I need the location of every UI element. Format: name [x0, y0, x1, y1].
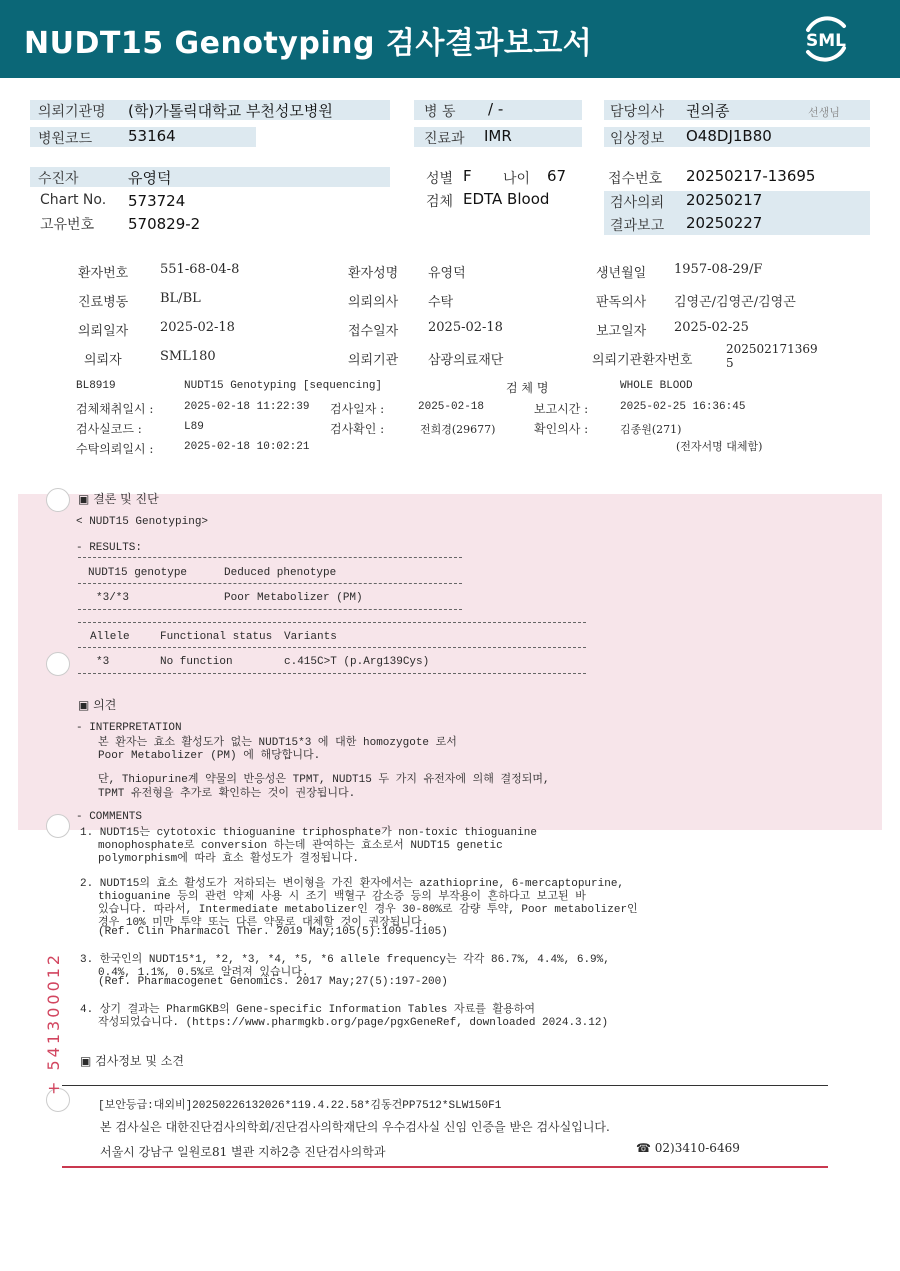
allele-value: *3	[96, 656, 110, 668]
collect-label: 검체채취일시 :	[76, 402, 154, 416]
sex-label: 성별	[426, 171, 454, 187]
test-code: BL8919	[76, 380, 116, 392]
table-rule	[78, 673, 586, 674]
variant-value: c.415C>T (p.Arg139Cys)	[284, 656, 430, 668]
footer-rule	[62, 1085, 828, 1086]
hospital-code-value: 53164	[128, 127, 176, 145]
unique-label: 고유번호	[40, 217, 95, 233]
hospital-code-label: 병원코드	[38, 131, 93, 147]
scan-value: 김영곤/김영곤/김영곤	[674, 295, 796, 310]
scan-label: 판독의사	[596, 295, 647, 310]
specimen-value: EDTA Blood	[463, 190, 550, 208]
patient-row	[30, 167, 390, 187]
report-label: 결과보고	[610, 218, 665, 234]
comment-line: 0.4%, 1.1%, 0.5%로 알려져 있습니다.	[98, 967, 309, 979]
doctor-suffix: 선생님	[808, 106, 840, 119]
report-time-label: 보고시간 :	[534, 402, 589, 416]
col-status: Functional status	[160, 631, 273, 643]
sml-logo	[798, 12, 854, 66]
department-label: 진료과	[424, 131, 465, 147]
genotype-value: *3/*3	[96, 592, 130, 604]
scan-value: 551-68-04-8	[160, 262, 240, 277]
scan-label: 의뢰기관	[348, 353, 399, 368]
scan-value: 수탁	[428, 295, 454, 310]
report-header	[0, 0, 900, 78]
scan-value: 202502171369	[726, 342, 818, 356]
comment-line: thioguanine 등의 관련 약제 사용 시 조기 백혈구 감소증 등의 부작용이 흔하다고 보고된 바	[98, 891, 586, 903]
comments-label: - COMMENTS	[76, 811, 143, 823]
comment-line: 경우 10% 미만 투약 또는 다른 약물로 대체할 것이 권장됩니다.	[98, 917, 429, 929]
interp-label: - INTERPRETATION	[76, 722, 182, 734]
ward-value: / -	[488, 100, 504, 118]
scan-label: 진료병동	[78, 295, 129, 310]
esign-note: (전자서명 대체함)	[676, 440, 763, 453]
phone-line: ☎ 02)3410-6469	[636, 1141, 740, 1155]
scan-value: 유영덕	[428, 266, 466, 281]
scan-label: 의뢰일자	[78, 324, 129, 339]
specimen-name: WHOLE BLOOD	[620, 380, 693, 392]
comment-line: 작성되었습니다. (https://www.pharmgkb.org/page/pgxGeneRef, downloaded 2024.3.12)	[98, 1017, 609, 1029]
scan-label: 접수일자	[348, 324, 399, 339]
chart-value: 573724	[128, 192, 186, 210]
ward-label: 병 동	[424, 104, 456, 120]
department-value: IMR	[484, 127, 512, 145]
scan-label: 보고일자	[596, 324, 647, 339]
lab-code-label: 검사실코드 :	[76, 422, 142, 436]
cert-line: 본 검사실은 대한진단검사의학회/진단검사의학재단의 우수검사실 신임 인증을 받은 검사실입니다.	[100, 1120, 610, 1134]
col-genotype: NUDT15 genotype	[88, 567, 188, 579]
report-time-value: 2025-02-25 16:36:45	[620, 401, 746, 413]
receipt-value: 20250217-13695	[686, 167, 816, 185]
doctor-label: 담당의사	[610, 104, 665, 120]
scan-value: 5	[726, 356, 734, 370]
punch-hole	[46, 488, 70, 512]
table-rule	[78, 557, 462, 558]
table-rule	[78, 583, 462, 584]
comment-line: polymorphism에 따라 효소 활성도가 결정됩니다.	[98, 853, 359, 865]
test-name: NUDT15 Genotyping [sequencing]	[184, 380, 383, 392]
scan-value: 2025-02-18	[160, 320, 235, 335]
interp-line: 단, Thiopurine계 약물의 반응성은 TPMT, NUDT15 두 가지 유전자에 의해 결정되며,	[98, 774, 550, 786]
comment-line: (Ref. Clin Pharmacol Ther. 2019 May;105(5):1095-1105)	[98, 926, 448, 938]
interp-line: 본 환자는 효소 활성도가 없는 NUDT15*3 에 대한 homozygote 로서	[98, 737, 457, 749]
scan-value: 2025-02-18	[428, 320, 503, 335]
interp-line: TPMT 유전형을 추가로 확인하는 것이 권장됩니다.	[98, 788, 356, 800]
footer-accent-rule	[62, 1166, 828, 1168]
confirm-doc-label: 확인의사 :	[534, 422, 589, 436]
col-variants: Variants	[284, 631, 337, 643]
consign-value: 2025-02-18 10:02:21	[184, 441, 310, 453]
comment-line: (Ref. Pharmacogenet Genomics. 2017 May;27(5):197-200)	[98, 976, 448, 988]
specimen-name-label: 검 체 명	[506, 381, 549, 395]
punch-hole	[46, 652, 70, 676]
confirm-label: 검사확인 :	[330, 422, 385, 436]
scan-label: 환자성명	[348, 266, 399, 281]
punch-hole	[46, 814, 70, 838]
test-date-label: 검사일자 :	[330, 402, 385, 416]
specimen-label: 검체	[426, 194, 454, 210]
scan-value: 삼광의료재단	[428, 353, 504, 368]
institution-label: 의뢰기관명	[38, 104, 106, 120]
request-value: 20250217	[686, 191, 763, 209]
table-rule	[78, 622, 586, 623]
comment-line: 4. 상기 결과는 PharmGKB의 Gene-specific Information Tables 자료를 활용하여	[80, 1004, 535, 1016]
patient-label: 수진자	[38, 171, 79, 187]
security-line: [보안등급:대외비]20250226132026*119.4.22.58*김동건PP7512*SLW150F1	[98, 1100, 502, 1112]
confirm-value: 전희경(29677)	[420, 423, 496, 436]
report-title: NUDT15 Genotyping 검사결과보고서	[24, 26, 593, 61]
test-date-value: 2025-02-18	[418, 401, 485, 413]
interp-line: Poor Metabolizer (PM) 에 해당합니다.	[98, 750, 321, 762]
scan-value: SML180	[160, 349, 216, 364]
section-conclusion: ▣ 결론 및 진단	[78, 492, 159, 506]
scan-label: 환자번호	[78, 266, 129, 281]
logo-text: SML	[806, 31, 846, 51]
result-subtitle: < NUDT15 Genotyping>	[76, 516, 209, 528]
confirm-doc-value: 김종원(271)	[620, 423, 682, 436]
section-testinfo: ▣ 검사정보 및 소견	[80, 1054, 184, 1068]
comment-line: monophosphate로 conversion 하는데 관여하는 효소로서 NUDT15 genetic	[98, 840, 503, 852]
scan-value: 2025-02-25	[674, 320, 749, 335]
scan-value: 1957-08-29/F	[674, 262, 763, 277]
clinical-label: 임상정보	[610, 131, 665, 147]
col-phenotype: Deduced phenotype	[224, 567, 337, 579]
comment-line: 있습니다. 따라서, Intermediate metabolizer인 경우 30-80%로 감량 투약, Poor metabolizer인	[98, 904, 638, 916]
section-opinion: ▣ 의견	[78, 698, 117, 712]
col-allele: Allele	[90, 631, 130, 643]
scan-label: 생년월일	[596, 266, 647, 281]
unique-value: 570829-2	[128, 215, 201, 233]
phenotype-value: Poor Metabolizer (PM)	[224, 592, 363, 604]
address-line: 서울시 강남구 일원로81 별관 지하2층 진단검사의학과	[100, 1145, 386, 1159]
comment-line: 3. 한국인의 NUDT15*1, *2, *3, *4, *5, *6 allele frequency는 각각 86.7%, 4.4%, 6.9%,	[80, 954, 610, 966]
report-value: 20250227	[686, 214, 763, 232]
age-label: 나이	[503, 171, 531, 187]
scan-label: 의뢰의사	[348, 295, 399, 310]
age-value: 67	[547, 167, 567, 185]
clinical-value: O48DJ1B80	[686, 127, 772, 145]
doctor-value: 권의종	[686, 102, 730, 120]
scan-label: 의뢰기관환자번호	[592, 353, 693, 368]
sex-value: F	[463, 167, 472, 185]
scan-label: 의뢰자	[84, 353, 122, 368]
collect-value: 2025-02-18 11:22:39	[184, 401, 310, 413]
scan-value: BL/BL	[160, 291, 201, 306]
results-label: - RESULTS:	[76, 542, 143, 554]
table-rule	[78, 647, 586, 648]
patient-value: 유영덕	[128, 169, 172, 187]
comment-line: 2. NUDT15의 효소 활성도가 저하되는 변이형을 가진 환자에서는 azathioprine, 6-mercaptopurine,	[80, 878, 625, 890]
status-value: No function	[160, 656, 233, 668]
stamp-number: + 541300012	[44, 951, 63, 1095]
receipt-label: 접수번호	[608, 171, 663, 187]
institution-value: (학)가톨릭대학교 부천성모병원	[128, 102, 333, 120]
consign-label: 수탁의뢰일시 :	[76, 442, 154, 456]
chart-label: Chart No.	[40, 192, 107, 208]
scanned-report	[18, 248, 882, 1248]
comment-line: 1. NUDT15는 cytotoxic thioguanine triphosphate가 non-toxic thioguanine	[80, 827, 537, 839]
table-rule	[78, 609, 462, 610]
lab-code-value: L89	[184, 421, 204, 433]
request-label: 검사의뢰	[610, 195, 665, 211]
